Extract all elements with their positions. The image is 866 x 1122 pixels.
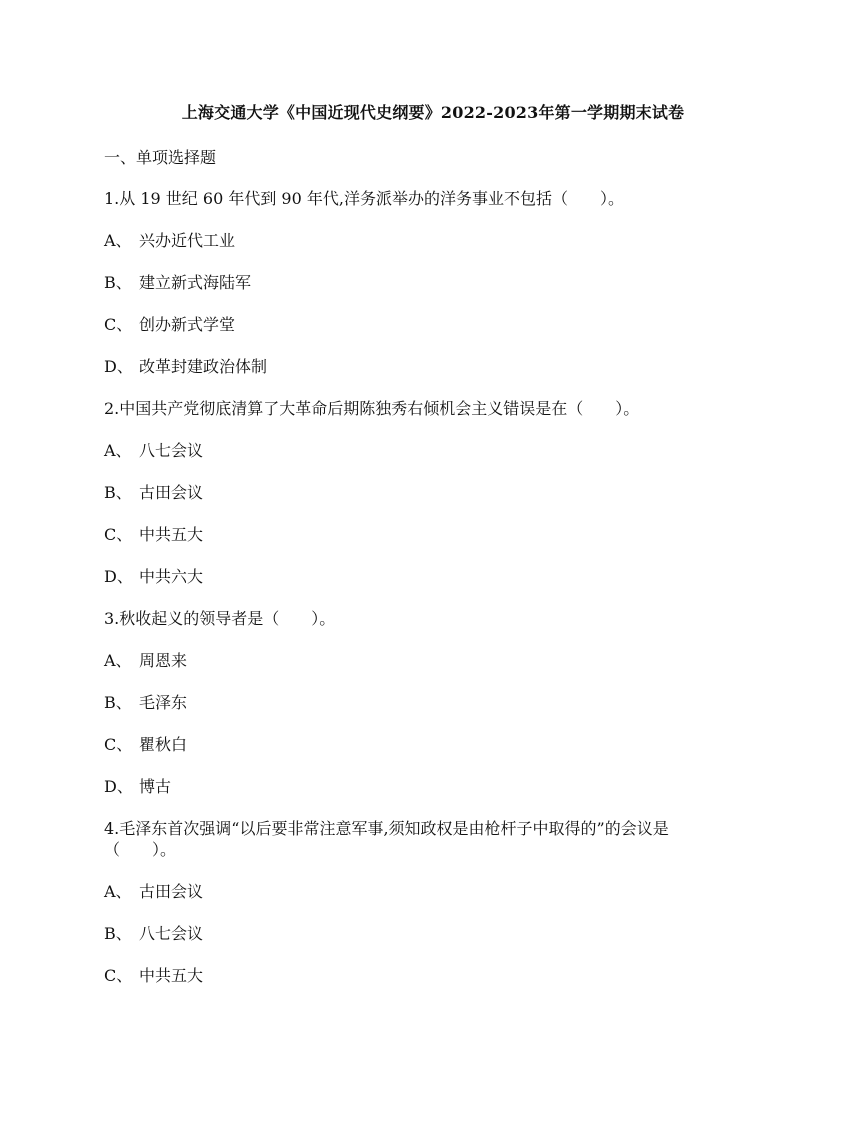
question-2-option-d — [104, 565, 203, 589]
question-4-stem-line-2: （ ）。 — [104, 840, 177, 859]
option-text: 兴办近代工业 — [139, 231, 236, 250]
option-letter: B、 — [104, 924, 132, 943]
question-1-stem: 1.从 19 世纪 60 年代到 90 年代,洋务派举办的洋务事业不包括（ ）。 — [104, 189, 624, 208]
question-2-option-a — [104, 439, 203, 463]
question-1-option-c — [104, 313, 235, 337]
option-text: 中共六大 — [139, 567, 204, 586]
option-text: 古田会议 — [139, 882, 204, 901]
option-letter: A、 — [104, 231, 132, 250]
option-letter: B、 — [104, 273, 132, 292]
question-3-option-d — [104, 775, 171, 799]
option-text: 古田会议 — [139, 483, 204, 502]
option-letter: C、 — [104, 315, 133, 334]
question-4-option-b — [104, 922, 203, 946]
option-letter: D、 — [104, 567, 133, 586]
option-text: 中共五大 — [139, 525, 204, 544]
option-text: 毛泽东 — [139, 693, 188, 712]
page-title: 上海交通大学《中国近现代史纲要》2022-2023年第一学期期末试卷 — [181, 103, 685, 122]
option-text: 八七会议 — [139, 441, 204, 460]
option-letter: C、 — [104, 966, 133, 985]
option-letter: A、 — [104, 441, 132, 460]
option-text: 改革封建政治体制 — [139, 357, 268, 376]
question-4-stem-line-1: 4.毛泽东首次强调“以后要非常注意军事,须知政权是由枪杆子中取得的”的会议是 — [104, 819, 669, 838]
question-1-option-d — [104, 355, 267, 379]
question-4-option-c — [104, 964, 203, 988]
option-letter: D、 — [104, 357, 133, 376]
option-text: 博古 — [139, 777, 172, 796]
question-3-stem: 3.秋收起义的领导者是（ ）。 — [104, 609, 336, 628]
question-2-option-c — [104, 523, 203, 547]
question-3-option-c — [104, 733, 187, 757]
option-text: 八七会议 — [139, 924, 204, 943]
question-2-option-b — [104, 481, 203, 505]
option-text: 瞿秋白 — [139, 735, 188, 754]
option-letter: D、 — [104, 777, 133, 796]
option-text: 建立新式海陆军 — [139, 273, 252, 292]
question-1-option-b — [104, 271, 251, 295]
option-text: 中共五大 — [139, 966, 204, 985]
option-letter: B、 — [104, 483, 132, 502]
option-letter: C、 — [104, 735, 133, 754]
question-3-option-b — [104, 691, 187, 715]
section-heading: 一、单项选择题 — [104, 148, 217, 167]
question-2-stem: 2.中国共产党彻底清算了大革命后期陈独秀右倾机会主义错误是在（ ）。 — [104, 399, 640, 418]
option-letter: A、 — [104, 882, 132, 901]
option-letter: B、 — [104, 693, 132, 712]
question-3-option-a — [104, 649, 187, 673]
option-letter: A、 — [104, 651, 132, 670]
question-1-option-a — [104, 229, 235, 253]
question-4-option-a — [104, 880, 203, 904]
option-letter: C、 — [104, 525, 133, 544]
option-text: 周恩来 — [139, 651, 188, 670]
option-text: 创办新式学堂 — [139, 315, 236, 334]
